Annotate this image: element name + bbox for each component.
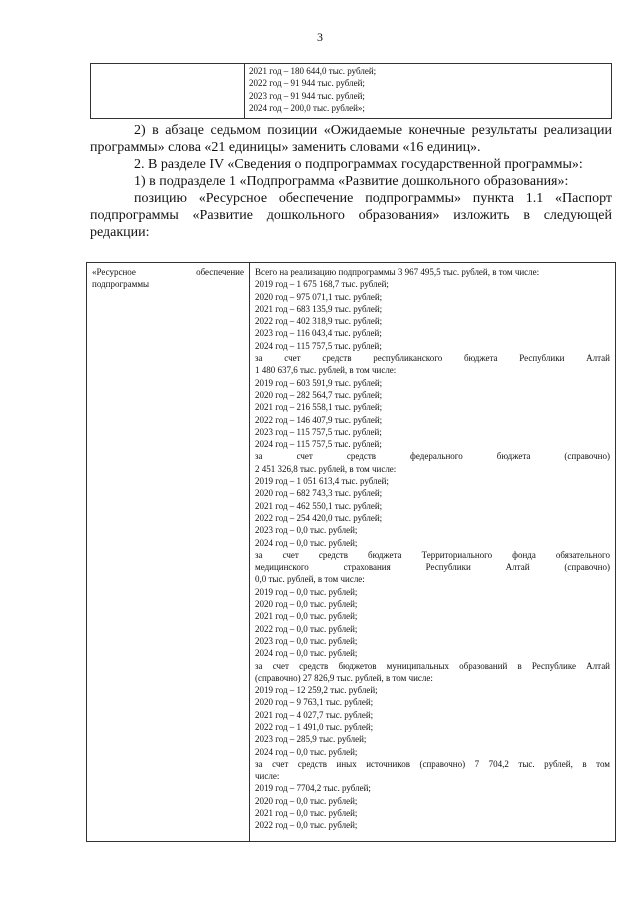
top-table bbox=[90, 63, 612, 119]
funding-line: за счет средств бюджетов муниципальных образований в Республике Алтай bbox=[255, 660, 610, 671]
funding-line: числе: bbox=[255, 771, 280, 782]
funding-line: (справочно) 27 826,9 тыс. рублей, в том числе: bbox=[255, 672, 433, 683]
funding-line: медицинского страхования Республики Алтай (справочно) bbox=[255, 562, 610, 573]
funding-line: 2022 год – 402 318,9 тыс. рублей; bbox=[255, 316, 383, 327]
funding-line: 2022 год – 0,0 тыс. рублей; bbox=[255, 820, 358, 831]
funding-line: 2023 год – 0,0 тыс. рублей; bbox=[255, 635, 358, 646]
funding-line: 2019 год – 603 591,9 тыс. рублей; bbox=[255, 377, 383, 388]
funding-line: 2020 год – 282 564,7 тыс. рублей; bbox=[255, 389, 383, 400]
top-table-line: 2021 год – 180 644,0 тыс. рублей; bbox=[249, 66, 377, 76]
body-text bbox=[90, 122, 612, 241]
funding-line: 2024 год – 0,0 тыс. рублей; bbox=[255, 648, 358, 659]
funding-line: 2023 год – 0,0 тыс. рублей; bbox=[255, 525, 358, 536]
funding-line: 2022 год – 254 420,0 тыс. рублей; bbox=[255, 512, 383, 523]
resource-table bbox=[86, 262, 616, 842]
funding-line: 2021 год – 462 550,1 тыс. рублей; bbox=[255, 500, 383, 511]
funding-line: за счет средств иных источников (справочно) 7 704,2 тыс. рублей, в том bbox=[255, 758, 610, 769]
funding-line: за счет средств бюджета Территориального фонда обязательного bbox=[255, 549, 610, 560]
funding-line: 2022 год – 146 407,9 тыс. рублей; bbox=[255, 414, 383, 425]
funding-line: 2019 год – 1 675 168,7 тыс. рублей; bbox=[255, 279, 389, 290]
paragraph-subsection-1: 1) в подразделе 1 «Подпрограмма «Развитие дошкольного образования»: bbox=[134, 174, 569, 189]
funding-line: 2021 год – 216 558,1 тыс. рублей; bbox=[255, 402, 383, 413]
funding-line: 2022 год – 1 491,0 тыс. рублей; bbox=[255, 721, 374, 732]
funding-line: 2021 год – 683 135,9 тыс. рублей; bbox=[255, 303, 383, 314]
funding-line: 2023 год – 115 757,5 тыс. рублей; bbox=[255, 426, 382, 437]
funding-line: 2020 год – 682 743,3 тыс. рублей; bbox=[255, 488, 383, 499]
paragraph-section-iv: 2. В разделе IV «Сведения о подпрограммах государственной программы»: bbox=[134, 157, 583, 172]
paragraph-results-change: 2) в абзаце седьмом позиции «Ожидаемые конечные результаты реализации программы» слова «21 единицы» заменить словами «16 единиц». bbox=[90, 123, 612, 155]
resource-label-line: подпрограммы bbox=[92, 279, 150, 290]
funding-line: за счет средств федерального бюджета (справочно) bbox=[255, 451, 610, 462]
top-table-right-cell bbox=[245, 64, 611, 118]
funding-line: 2021 год – 0,0 тыс. рублей; bbox=[255, 611, 358, 622]
funding-line: 2020 год – 0,0 тыс. рублей; bbox=[255, 599, 358, 610]
funding-line: 2024 год – 0,0 тыс. рублей; bbox=[255, 537, 358, 548]
funding-line: 2021 год – 0,0 тыс. рублей; bbox=[255, 808, 358, 819]
page-number: 3 bbox=[317, 30, 323, 44]
funding-line: 2020 год – 975 071,1 тыс. рублей; bbox=[255, 291, 383, 302]
funding-line: 2023 год – 285,9 тыс. рублей; bbox=[255, 734, 367, 745]
funding-line: 2024 год – 115 757,5 тыс. рублей; bbox=[255, 340, 382, 351]
resource-label-line bbox=[92, 266, 244, 278]
funding-line: 2020 год – 9 763,1 тыс. рублей; bbox=[255, 697, 374, 708]
funding-line: 2024 год – 0,0 тыс. рублей; bbox=[255, 746, 358, 757]
paragraph-resource-position: позицию «Ресурсное обеспечение подпрограммы» пункта 1.1 «Паспорт подпрограммы «Развитие дошкольного образования» изложить в следующей редакции: bbox=[90, 191, 612, 240]
top-table-line: 2022 год – 91 944 тыс. рублей; bbox=[249, 78, 365, 89]
funding-line: 2020 год – 0,0 тыс. рублей; bbox=[255, 795, 358, 806]
funding-line: 2023 год – 116 043,4 тыс. рублей; bbox=[255, 328, 382, 339]
top-table-line: 2023 год – 91 944 тыс. рублей; bbox=[249, 90, 365, 101]
resource-content-cell bbox=[250, 263, 615, 841]
funding-line: за счет средств республиканского бюджета Республики Алтай bbox=[255, 353, 610, 364]
funding-line: 2 451 326,8 тыс. рублей, в том числе: bbox=[255, 463, 397, 474]
funding-line: 2022 год – 0,0 тыс. рублей; bbox=[255, 623, 358, 634]
funding-line: 2019 год – 12 259,2 тыс. рублей; bbox=[255, 685, 378, 696]
funding-line: 2019 год – 0,0 тыс. рублей; bbox=[255, 586, 358, 597]
funding-line: 0,0 тыс. рублей, в том числе: bbox=[255, 574, 365, 585]
funding-line: 1 480 637,6 тыс. рублей, в том числе: bbox=[255, 365, 397, 376]
resource-label-word: обеспечение bbox=[196, 267, 244, 277]
top-table-line: 2024 год – 200,0 тыс. рублей»; bbox=[249, 102, 365, 113]
top-table-left-cell bbox=[91, 64, 245, 118]
resource-label-cell bbox=[87, 263, 250, 841]
funding-line: 2024 год – 115 757,5 тыс. рублей; bbox=[255, 439, 382, 450]
funding-line: Всего на реализацию подпрограммы 3 967 495,5 тыс. рублей, в том числе: bbox=[255, 267, 540, 277]
funding-line: 2019 год – 1 051 613,4 тыс. рублей; bbox=[255, 476, 389, 487]
funding-line: 2019 год – 7704,2 тыс. рублей; bbox=[255, 783, 371, 794]
resource-label-word: «Ресурсное bbox=[92, 267, 136, 277]
funding-line: 2021 год – 4 027,7 тыс. рублей; bbox=[255, 709, 374, 720]
